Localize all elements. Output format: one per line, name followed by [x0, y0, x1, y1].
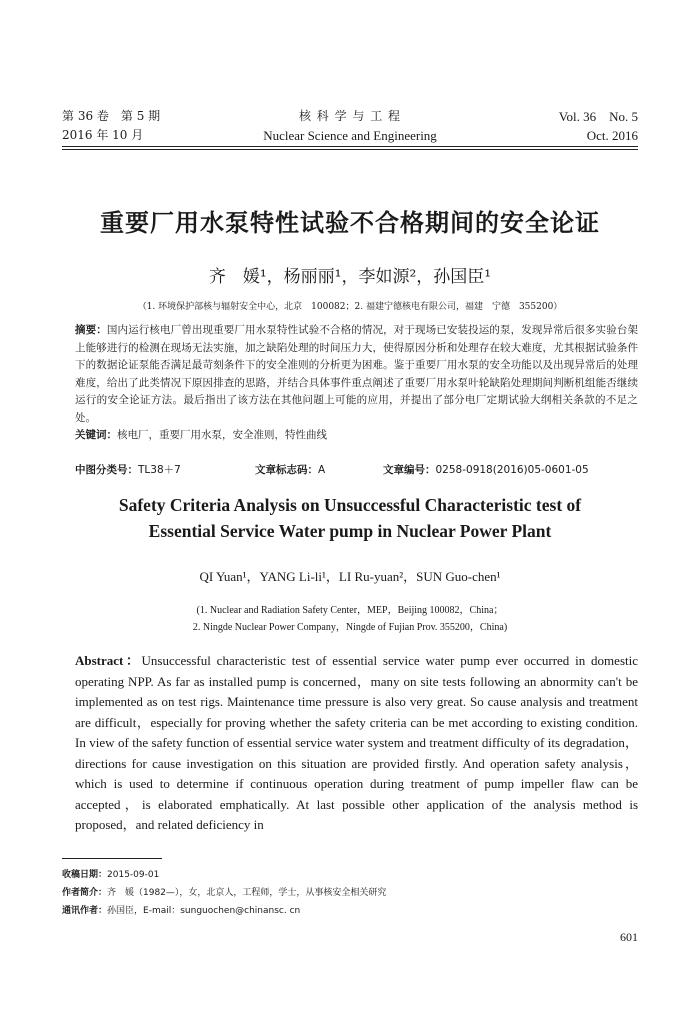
- header-rule: [62, 146, 638, 147]
- author-bio-label: 作者简介：: [62, 888, 108, 898]
- corresponding-value: 孙国臣，E-mail：sunguochen@chinansc. cn: [107, 906, 301, 916]
- affiliations-en: [0, 602, 700, 636]
- received-value: 2015-09-01: [107, 870, 160, 880]
- volume-issue: 第 36 卷 第 5 期: [62, 109, 161, 123]
- header-rule-double: [62, 149, 638, 150]
- keywords-cn-text: 核电厂，重要厂用水泵，安全准则，特性曲线: [117, 429, 327, 441]
- authors-cn: 齐 媛¹，杨丽丽¹，李如源²，孙国臣¹: [208, 267, 492, 287]
- issue-date-en: Oct. 2016: [586, 128, 638, 143]
- author-bio-value: 齐 媛（1982—），女，北京人，工程师，学士，从事核安全相关研究: [107, 888, 387, 898]
- running-header: [62, 107, 638, 147]
- title-en-line1: Safety Criteria Analysis on Unsuccessful Characteristic test of: [118, 495, 582, 515]
- paper-title-cn: 重要厂用水泵特性试验不合格期间的安全论证: [100, 209, 600, 237]
- abstract-en: [75, 651, 638, 836]
- doc-code-value: A: [318, 464, 326, 476]
- paper-title-en: [0, 492, 700, 544]
- authors-en: QI Yuan¹，YANG Li-li¹，LI Ru-yuan²，SUN Guo-chen¹: [199, 569, 501, 584]
- footnotes: [62, 866, 638, 920]
- clc-value: TL38＋7: [138, 464, 181, 476]
- page-number: 601: [620, 930, 638, 944]
- journal-name-cn: 核 科 学 与 工 程: [298, 109, 402, 123]
- article-number-value: 0258-0918(2016)05-0601-05: [435, 464, 589, 476]
- abstract-cn-label: 摘要：: [75, 324, 107, 336]
- footnote-rule: [62, 858, 162, 859]
- issue-date: 2016 年 10 月: [62, 128, 144, 142]
- received-label: 收稿日期：: [62, 870, 108, 880]
- article-number-label: 文章编号：: [383, 464, 436, 476]
- affiliations-cn: （1. 环境保护部核与辐射安全中心，北京 100082；2. 福建宁德核电有限公司，福建 宁德 355200）: [137, 302, 563, 312]
- abstract-en-text: Unsuccessful characteristic test of essential service water pump ever occurred in domestic operating NPP. As far as installed pump is concerned，many on site tests following an abnormity can't be implemented as on test rigs. Maintenance time pressure is also very great. So cause analysis and treatment are difficult，especially for proving whether the safety criteria can be met according to existing condition. In view of the safety function of essential service water system and treatment difficulty of its degradation，directions for cause investigation on this situation are provided firstly. And operation safety analysis，which is used to determine if continuous operation during treatment of pump impeller flaw can be accepted，is elaborated emphatically. At last possible other application of the analysis method is proposed，and related deficiency in: [75, 653, 638, 832]
- clc-label: 中图分类号：: [75, 464, 138, 476]
- volume-en: [559, 107, 638, 145]
- corresponding-author: [62, 902, 638, 920]
- title-en-line2: Essential Service Water pump in Nuclear Power Plant: [148, 521, 552, 541]
- affiliation-en-1: (1. Nuclear and Radiation Safety Center，MEP，Beijing 100082，China；: [196, 605, 504, 616]
- article-number: [383, 462, 589, 477]
- journal-name: [62, 107, 638, 145]
- abstract-en-label: Abstract：: [75, 653, 142, 668]
- author-bio: [62, 884, 638, 902]
- affiliation-en-2: 2. Ningde Nuclear Power Company，Ningde of Fujian Prov. 355200，China): [192, 622, 508, 633]
- received-date: [62, 866, 638, 884]
- keywords-cn-label: 关键词：: [75, 429, 117, 441]
- abstract-cn-text: 国内运行核电厂曾出现重要厂用水泵特性试验不合格的情况，对于现场已安装投运的泵，发现异常后很多实验台架上能够进行的检测在现场无法实施，加之缺陷处理的时间压力大，使得原因分析和处理存在较大难度，尤其根据试验条件下的数据论证泵能否满足最苛刻条件下的安全准则的分析更为困难。鉴于重要厂用水泵的安全功能以及出现异常后的处理难度，给出了此类情况下原因排查的思路，并结合具体事件重点阐述了重要厂用水泵叶轮缺陷处理期间判断机组能否继续运行的安全论证方法。最后指出了该方法在其他问题上可能的应用，并提出了部分电厂定期试验大纲相关条款的不足之处。: [75, 324, 638, 424]
- doc-code-label: 文章标志码：: [255, 464, 318, 476]
- document-code: [255, 462, 325, 477]
- volume-number-en: Vol. 36 No. 5: [558, 109, 638, 124]
- clc-number: [75, 462, 181, 477]
- corresponding-label: 通讯作者：: [62, 906, 108, 916]
- journal-name-en: Nuclear Science and Engineering: [263, 128, 437, 143]
- abstract-cn: [75, 322, 638, 445]
